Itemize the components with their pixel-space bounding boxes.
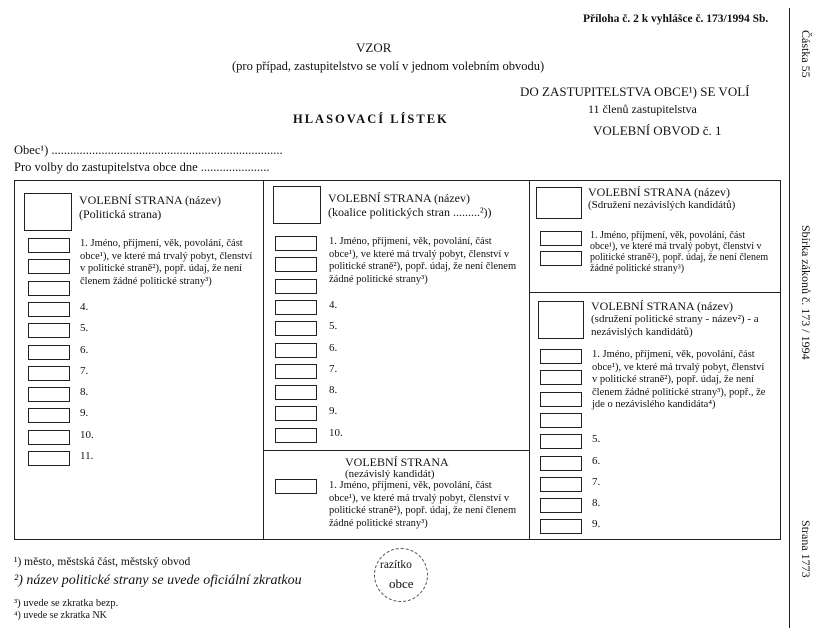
footnote-1: ¹) město, městská část, městský obvod [14,556,191,568]
party1-candidate-number: 10. [80,428,94,441]
party4-candidate-box[interactable] [540,477,582,492]
party2-candidate-box[interactable] [275,321,317,336]
column3-split [529,292,781,293]
party1-candidate-number: 8. [80,386,89,399]
party4-candidate-number: 8. [592,497,601,510]
page-number: Strana 1773 [799,520,813,578]
party1-subtitle: (Politická strana) [79,207,162,221]
party5-subtitle: (nezávislý kandidát) [345,468,435,480]
party2-candidate-box[interactable] [275,428,317,443]
party1-candidate-number: 11. [80,450,94,462]
party2-candidate-box[interactable] [275,300,317,315]
annex-reference: Příloha č. 2 k vyhlášce č. 173/1994 Sb. [583,13,769,25]
party2-subtitle: (koalice politických stran .........²)) [328,205,492,219]
ballot-top-border [14,180,529,181]
party1-candidate-number: 9. [80,407,89,420]
election-date-line: Pro volby do zastupitelstva obce dne ...................... [14,160,270,174]
party4-candidate-number: 6. [592,454,601,467]
party3-candidate-description: 1. Jméno, příjmení, věk, povolání, část obce¹), ve které má trvalý pobyt, členství v politické straně²), popř. údaj, že není členem žádné politické strany³) [590,230,769,274]
party4-candidate-box[interactable] [540,456,582,471]
party1-candidate-box[interactable] [28,323,70,338]
election-title: DO ZASTUPITELSTVA OBCE¹) SE VOLÍ [520,84,750,99]
party1-candidate-description: 1. Jméno, příjmení, věk, povolání, část obce¹), ve které má trvalý pobyt, členství v politické straně²), popř. údaj, že není členem žádné politické strany³) [80,238,253,287]
party4-candidate-box[interactable] [540,349,582,364]
district-label: VOLEBNÍ OBVOD č. 1 [593,123,722,138]
party4-title: VOLEBNÍ STRANA (název) [591,299,733,313]
party2-candidate-number: 4. [329,298,338,311]
party1-candidate-number: 5. [80,322,89,335]
party4-candidate-number: 5. [592,433,601,446]
party4-candidate-number: 7. [592,475,601,488]
party2-candidate-box[interactable] [275,236,317,251]
footnote-3: ³) uvede se zkratka bezp. [14,598,119,609]
party2-candidate-box[interactable] [275,279,317,294]
party2-candidate-number: 6. [329,341,338,354]
party3-title: VOLEBNÍ STRANA (název) [588,185,730,199]
ballot-left-border [14,180,15,540]
party1-candidate-box[interactable] [28,430,70,445]
stamp-label: razítko [380,559,412,571]
footnote-2: ²) název politické strany se uvede oficiální zkratkou [14,573,302,588]
party4-subtitle: (sdružení politické strany - název²) - a nezávislých kandidátů) [591,313,759,338]
ballot-right-border [780,180,781,540]
party3-subtitle: (Sdružení nezávislých kandidátů) [588,199,736,211]
party2-candidate-number: 7. [329,362,338,375]
party2-candidate-number: 9. [329,405,338,418]
column3-top-border [529,180,781,181]
party1-candidate-number: 4. [80,300,89,313]
template-label: VZOR [356,40,392,55]
party1-candidate-box[interactable] [28,238,70,253]
party1-title: VOLEBNÍ STRANA (název) [79,193,221,207]
party4-candidate-box[interactable] [540,392,582,407]
party1-candidate-box[interactable] [28,387,70,402]
party3-vote-box[interactable] [536,187,582,219]
footnote-4: ⁴) uvede se zkratka NK [14,610,107,621]
party2-candidate-box[interactable] [275,385,317,400]
party5-candidate-box[interactable] [275,479,317,494]
party1-candidate-box[interactable] [28,408,70,423]
party1-candidate-box[interactable] [28,345,70,360]
collection-reference: Sbírka zákonů č. 173 / 1994 [799,225,813,360]
template-note: (pro případ, zastupitelstvo se volí v jednom volebním obvodu) [232,59,545,73]
party3-candidate-box[interactable] [540,251,582,266]
party3-candidate-box[interactable] [540,231,582,246]
party1-candidate-box[interactable] [28,281,70,296]
party2-candidate-number: 5. [329,320,338,333]
ballot-bottom-border [14,539,781,540]
party4-candidate-number: 9. [592,518,601,531]
party1-candidate-box[interactable] [28,451,70,466]
municipality-line: Obec¹) .......................................................................... [14,143,283,157]
party4-candidate-box[interactable] [540,413,582,428]
party2-candidate-box[interactable] [275,257,317,272]
party5-candidate-description: 1. Jméno, příjmení, věk, povolání, část obce¹), ve které má trvalý pobyt, členství v politické straně²), popř. údaj, že není členem žádné politické strany³) [329,480,517,529]
party1-candidate-box[interactable] [28,366,70,381]
party2-candidate-box[interactable] [275,343,317,358]
stamp-municipality: obce [389,576,414,591]
column-divider-2 [529,180,530,540]
party5-title: VOLEBNÍ STRANA [345,455,449,469]
issue-number: Částka 55 [799,30,813,78]
party1-candidate-box[interactable] [28,259,70,274]
party2-candidate-number: 8. [329,384,338,397]
party4-candidate-box[interactable] [540,498,582,513]
stamp-circle [374,548,428,602]
column2-split [263,450,529,451]
margin-rule [789,8,790,628]
party2-candidate-box[interactable] [275,406,317,421]
party2-title: VOLEBNÍ STRANA (název) [328,191,470,205]
party4-vote-box[interactable] [538,301,584,339]
ballot-title: HLASOVACÍ LÍSTEK [293,112,449,126]
party1-vote-box[interactable] [24,193,72,231]
party2-vote-box[interactable] [273,186,321,224]
party2-candidate-description: 1. Jméno, příjmení, věk, povolání, část obce¹), ve které má trvalý pobyt, členství v politické straně²), popř. údaj, že není členem žádné politické strany³) [329,236,517,285]
party2-candidate-box[interactable] [275,364,317,379]
party4-candidate-box[interactable] [540,519,582,534]
party2-candidate-number: 10. [329,426,343,439]
party1-candidate-number: 7. [80,364,89,377]
party4-candidate-description: 1. Jméno, příjmení, věk, povolání, část obce¹), ve které má trvalý pobyt, členství v politické straně²), popř. údaj, že není členem žádné politické strany³), popř., že jde o nezávislého kandidáta⁴) [592,349,766,410]
party1-candidate-box[interactable] [28,302,70,317]
party4-candidate-box[interactable] [540,434,582,449]
column-divider-1 [263,180,264,540]
party4-candidate-box[interactable] [540,370,582,385]
party1-candidate-number: 6. [80,343,89,356]
members-count: 11 členů zastupitelstva [588,102,697,116]
